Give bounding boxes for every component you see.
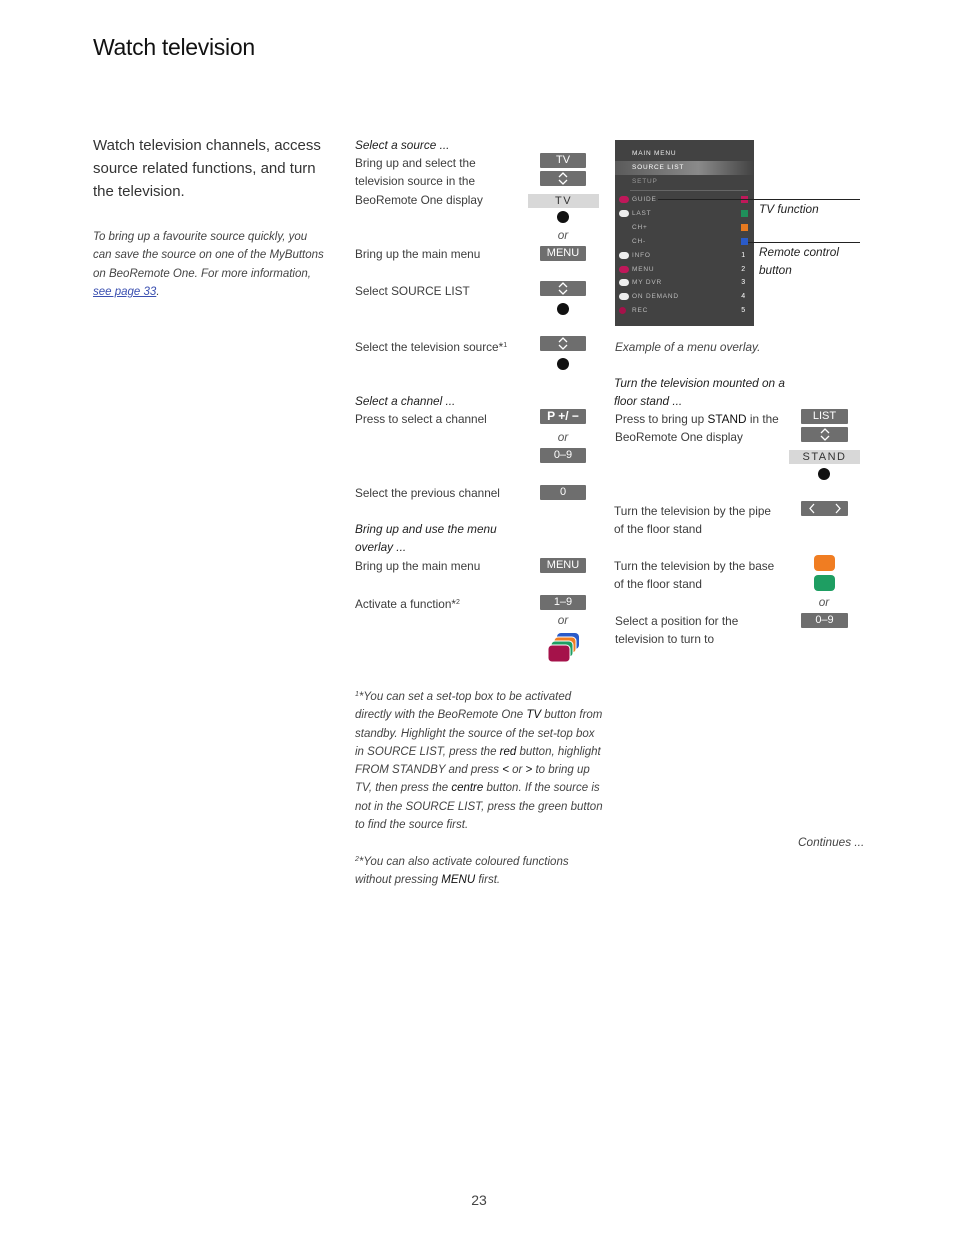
centre-button-icon[interactable] [557, 358, 569, 370]
select-source-list-text: Select SOURCE LIST [355, 284, 470, 298]
stand-text [615, 410, 795, 447]
menu-row [615, 193, 754, 207]
select-source-heading: Select a source ... [355, 138, 450, 152]
p-plus-minus-button[interactable]: P +/ − [540, 409, 586, 424]
footnote-1-tv: TV [526, 709, 542, 722]
digits-one-nine-button[interactable]: 1–9 [540, 595, 586, 610]
tv-display: TV [528, 194, 599, 208]
menu-row-label: CH+ [632, 223, 648, 231]
select-tv-source-label: Select the television source* [355, 340, 504, 354]
centre-button-icon[interactable] [557, 211, 569, 223]
menu-source-list: SOURCE LIST [632, 164, 685, 171]
footnote-1-part-a: *You can set a set-top box to be activated directly with the BeoRemote One [355, 691, 572, 722]
coloured-buttons-icon[interactable] [547, 632, 581, 664]
menu-row-icon [619, 210, 629, 217]
select-tv-source-text [355, 337, 507, 356]
zero-button[interactable]: 0 [540, 485, 586, 500]
or-label-1: or [557, 228, 569, 242]
tv-function-callout: TV function [759, 202, 819, 216]
right-arrow-icon: > [525, 764, 533, 777]
menu-row-icon [619, 293, 629, 300]
menu-title-row [615, 147, 754, 161]
activate-function-text [355, 594, 460, 613]
tip-end: . [156, 285, 160, 298]
menu-row-label: INFO [632, 251, 651, 259]
footnote-1-part-e: button. If the source is not in the SOURCE LIST, press the green button to find the source first. [355, 782, 603, 832]
menu-overlay-caption: Example of a menu overlay. [615, 340, 761, 354]
footnote-1-red: red [499, 745, 517, 758]
menu-row [615, 207, 754, 221]
press-channel-text: Press to select a channel [355, 412, 487, 426]
menu-row-label: MY DVR [632, 279, 662, 287]
footnote-1-or: or [508, 764, 526, 777]
stand-word: STAND [707, 412, 747, 426]
menu-row-icon [619, 279, 629, 286]
footnote-1-number: 1 [355, 691, 359, 698]
menu-row-number: 4 [741, 293, 746, 301]
up-down-arrows-icon[interactable] [540, 281, 586, 296]
menu-row-label: MENU [632, 265, 655, 273]
menu-row-icon [619, 252, 629, 259]
digits-button[interactable]: 0–9 [801, 613, 848, 628]
footnote-2 [355, 851, 605, 890]
menu-row-label: REC [632, 307, 649, 315]
orange-button-icon[interactable] [814, 555, 835, 571]
centre-button-icon[interactable] [818, 468, 830, 480]
turn-pipe-text: Turn the television by the pipe of the floor stand [614, 504, 771, 537]
page-title: Watch television [93, 34, 255, 60]
tv-button[interactable]: TV [540, 153, 586, 168]
or-label-3: or [557, 613, 569, 627]
up-down-arrows-icon[interactable] [540, 336, 586, 351]
or-label-2: or [557, 430, 569, 444]
main-menu-text-2: Bring up the main menu [355, 559, 481, 573]
previous-channel-text: Select the previous channel [355, 486, 500, 500]
remote-callout: Remote control button [759, 245, 839, 278]
footnote-2-part-b: first. [475, 874, 501, 887]
footnote-2-number: 2 [355, 856, 359, 863]
footnote-1 [355, 686, 605, 834]
stand-text-b: in the BeoRemote One display [615, 412, 779, 445]
menu-divider [630, 190, 748, 191]
footnote-2-part-a: *You can also activate coloured functions without pressing [355, 856, 569, 887]
green-button-icon[interactable] [814, 575, 835, 591]
footnote-2-menu: MENU [441, 874, 476, 887]
digits-button[interactable]: 0–9 [540, 448, 586, 463]
menu-button[interactable]: MENU [540, 246, 586, 261]
menu-row [615, 290, 754, 304]
stand-text-a: Press to bring up [615, 412, 708, 426]
list-button[interactable]: LIST [801, 409, 848, 424]
page-number: 23 [471, 1192, 487, 1208]
menu-row-color-square [741, 238, 748, 245]
or-label-4: or [818, 595, 830, 609]
menu-row-label: ON DEMAND [632, 293, 679, 301]
menu-row-icon [619, 196, 629, 203]
footnote-ref-1: 1 [503, 342, 508, 349]
menu-row-icon [619, 266, 629, 273]
menu-row [615, 304, 754, 318]
stand-heading: Turn the television mounted on a floor stand ... [614, 376, 785, 409]
menu-row [615, 221, 754, 235]
tip-body: To bring up a favourite source quickly, you can save the source on one of the MyButtons on BeoRemote One. For more information, [93, 231, 324, 280]
up-down-arrows-icon[interactable] [801, 427, 848, 442]
intro-text: Watch television channels, access source related functions, and turn the television. [93, 137, 321, 200]
menu-row-icon [619, 307, 626, 314]
tip-text [93, 228, 328, 301]
menu-row-label: GUIDE [632, 196, 657, 203]
menu-title: MAIN MENU [632, 150, 677, 157]
footnote-ref-2: 2 [456, 599, 460, 606]
footnote-1-part-b: button from standby. Highlight the source of the set-top box in SOURCE LIST, press the [355, 709, 603, 758]
footnote-1-centre: centre [451, 782, 484, 795]
menu-row-label: LAST [632, 209, 652, 217]
select-source-text: Bring up and select the television source in the BeoRemote One display [355, 156, 483, 207]
select-channel-heading: Select a channel ... [355, 394, 456, 408]
menu-row-label: CH- [632, 237, 646, 245]
menu-setup-row [615, 175, 754, 189]
centre-button-icon[interactable] [557, 303, 569, 315]
footnote-1-part-c: button, highlight FROM STANDBY and press [355, 745, 601, 777]
stand-display: STAND [789, 450, 860, 464]
continues-label: Continues ... [798, 835, 865, 849]
menu-row-number: 3 [741, 279, 746, 287]
menu-row [615, 249, 754, 263]
menu-row [615, 263, 754, 277]
menu-setup: SETUP [632, 178, 658, 185]
menu-row-color-square [741, 210, 748, 217]
footnote-1-part-d: to bring up TV, then press the [355, 764, 590, 795]
see-page-link[interactable]: see page 33 [93, 285, 157, 298]
up-down-arrows-icon[interactable] [540, 171, 586, 186]
menu-overlay-example [615, 140, 754, 326]
activate-function-label: Activate a function* [355, 597, 456, 611]
menu-row-number: 2 [741, 265, 746, 273]
select-position-text: Select a position for the television to turn to [615, 614, 739, 647]
menu-overlay-heading: Bring up and use the menu overlay ... [355, 522, 497, 555]
menu-row [615, 235, 754, 249]
menu-row [615, 276, 754, 290]
menu-row-number: 1 [741, 251, 746, 259]
left-right-arrows-icon[interactable] [801, 501, 848, 516]
main-menu-text-1: Bring up the main menu [355, 247, 481, 261]
left-arrow-icon: < [502, 764, 509, 777]
menu-button[interactable]: MENU [540, 558, 586, 573]
menu-row-number: 5 [741, 307, 746, 315]
menu-source-list-row [615, 161, 754, 175]
menu-row-color-square [741, 224, 748, 231]
turn-base-text: Turn the television by the base of the floor stand [614, 559, 775, 592]
